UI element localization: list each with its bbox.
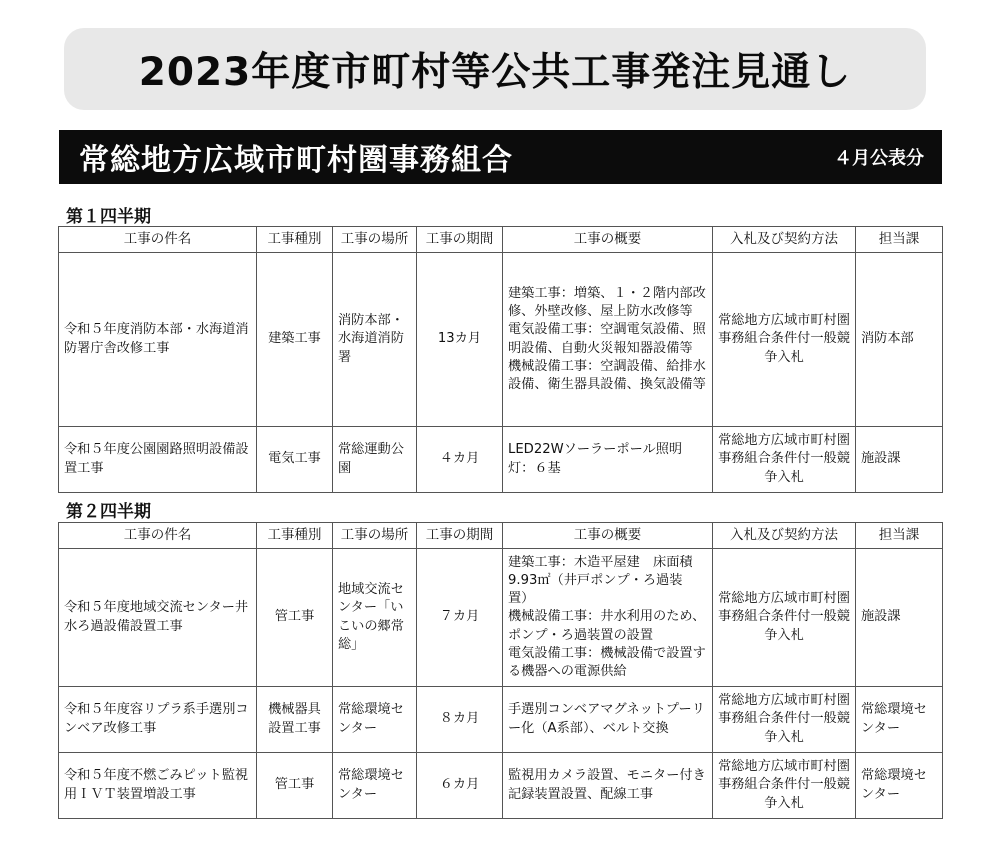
table-row <box>59 687 943 753</box>
cell-summary: 監視用カメラ設置、モニター付き記録装置設置、配線工事 <box>503 753 713 819</box>
quarter-1-table <box>58 226 943 493</box>
page-title: 2023年度市町村等公共工事発注見通し <box>138 50 852 95</box>
cell-method: 常総地方広域市町村圏事務組合条件付一般競争入札 <box>713 253 856 427</box>
header-period: 工事の期間 <box>417 227 503 253</box>
cell-method: 常総地方広域市町村圏事務組合条件付一般競争入札 <box>713 687 856 753</box>
header-method: 入札及び契約方法 <box>713 227 856 253</box>
organization-bar <box>59 130 942 184</box>
header-type: 工事種別 <box>257 227 333 253</box>
cell-type: 建築工事 <box>257 253 333 427</box>
cell-summary: LED22Wソーラーポール照明灯：６基 <box>503 427 713 493</box>
cell-type: 管工事 <box>257 549 333 687</box>
published-label: ４月公表分 <box>834 148 924 169</box>
table-header-row <box>59 523 943 549</box>
cell-place: 常総環境センター <box>333 687 417 753</box>
cell-type: 機械器具設置工事 <box>257 687 333 753</box>
header-summary: 工事の概要 <box>503 227 713 253</box>
cell-name: 令和５年度地域交流センター井水ろ過設備設置工事 <box>59 549 257 687</box>
header-method: 入札及び契約方法 <box>713 523 856 549</box>
cell-period: 13カ月 <box>417 253 503 427</box>
cell-name: 令和５年度容リプラ系手選別コンベア改修工事 <box>59 687 257 753</box>
header-dept: 担当課 <box>856 523 943 549</box>
table-row <box>59 753 943 819</box>
quarter-2-label: 第２四半期 <box>66 502 151 522</box>
cell-method: 常総地方広域市町村圏事務組合条件付一般競争入札 <box>713 549 856 687</box>
header-type: 工事種別 <box>257 523 333 549</box>
cell-period: ７カ月 <box>417 549 503 687</box>
cell-method: 常総地方広域市町村圏事務組合条件付一般競争入札 <box>713 427 856 493</box>
cell-method: 常総地方広域市町村圏事務組合条件付一般競争入札 <box>713 753 856 819</box>
cell-place: 常総環境センター <box>333 753 417 819</box>
header-place: 工事の場所 <box>333 227 417 253</box>
header-dept: 担当課 <box>856 227 943 253</box>
cell-period: ６カ月 <box>417 753 503 819</box>
cell-type: 管工事 <box>257 753 333 819</box>
cell-dept: 施設課 <box>856 549 943 687</box>
quarter-2-table <box>58 522 943 819</box>
organization-name: 常総地方広域市町村圏事務組合 <box>79 143 513 178</box>
cell-period: ４カ月 <box>417 427 503 493</box>
header-summary: 工事の概要 <box>503 523 713 549</box>
cell-dept: 施設課 <box>856 427 943 493</box>
cell-type: 電気工事 <box>257 427 333 493</box>
table-row <box>59 549 943 687</box>
cell-dept: 消防本部 <box>856 253 943 427</box>
cell-summary: 建築工事：木造平屋建 床面積9.93㎡（井戸ポンプ・ろ過装置） 機械設備工事：井水利用のため、ポンプ・ろ過装置の設置 電気設備工事：機械設備で設置する機器への電源供給 <box>503 549 713 687</box>
cell-summary: 手選別コンベアマグネットプーリー化（A系部）、ベルト交換 <box>503 687 713 753</box>
cell-name: 令和５年度不燃ごみピット監視用ＩＶＴ装置増設工事 <box>59 753 257 819</box>
cell-dept: 常総環境センター <box>856 687 943 753</box>
header-name: 工事の件名 <box>59 227 257 253</box>
cell-place: 消防本部・水海道消防署 <box>333 253 417 427</box>
table-row <box>59 427 943 493</box>
cell-dept: 常総環境センター <box>856 753 943 819</box>
table-header-row <box>59 227 943 253</box>
cell-summary: 建築工事：増築、１・２階内部改修、外壁改修、屋上防水改修等 電気設備工事：空調電気設備、照明設備、自動火災報知器設備等 機械設備工事：空調設備、給排水設備、衛生器具設備、換気設備等 <box>503 253 713 427</box>
quarter-1-label: 第１四半期 <box>66 207 151 227</box>
table-row <box>59 253 943 427</box>
cell-period: ８カ月 <box>417 687 503 753</box>
cell-place: 地域交流センター「いこいの郷常総」 <box>333 549 417 687</box>
header-name: 工事の件名 <box>59 523 257 549</box>
title-banner <box>64 28 926 110</box>
header-place: 工事の場所 <box>333 523 417 549</box>
cell-name: 令和５年度消防本部・水海道消防署庁舎改修工事 <box>59 253 257 427</box>
cell-place: 常総運動公園 <box>333 427 417 493</box>
header-period: 工事の期間 <box>417 523 503 549</box>
cell-name: 令和５年度公園園路照明設備設置工事 <box>59 427 257 493</box>
